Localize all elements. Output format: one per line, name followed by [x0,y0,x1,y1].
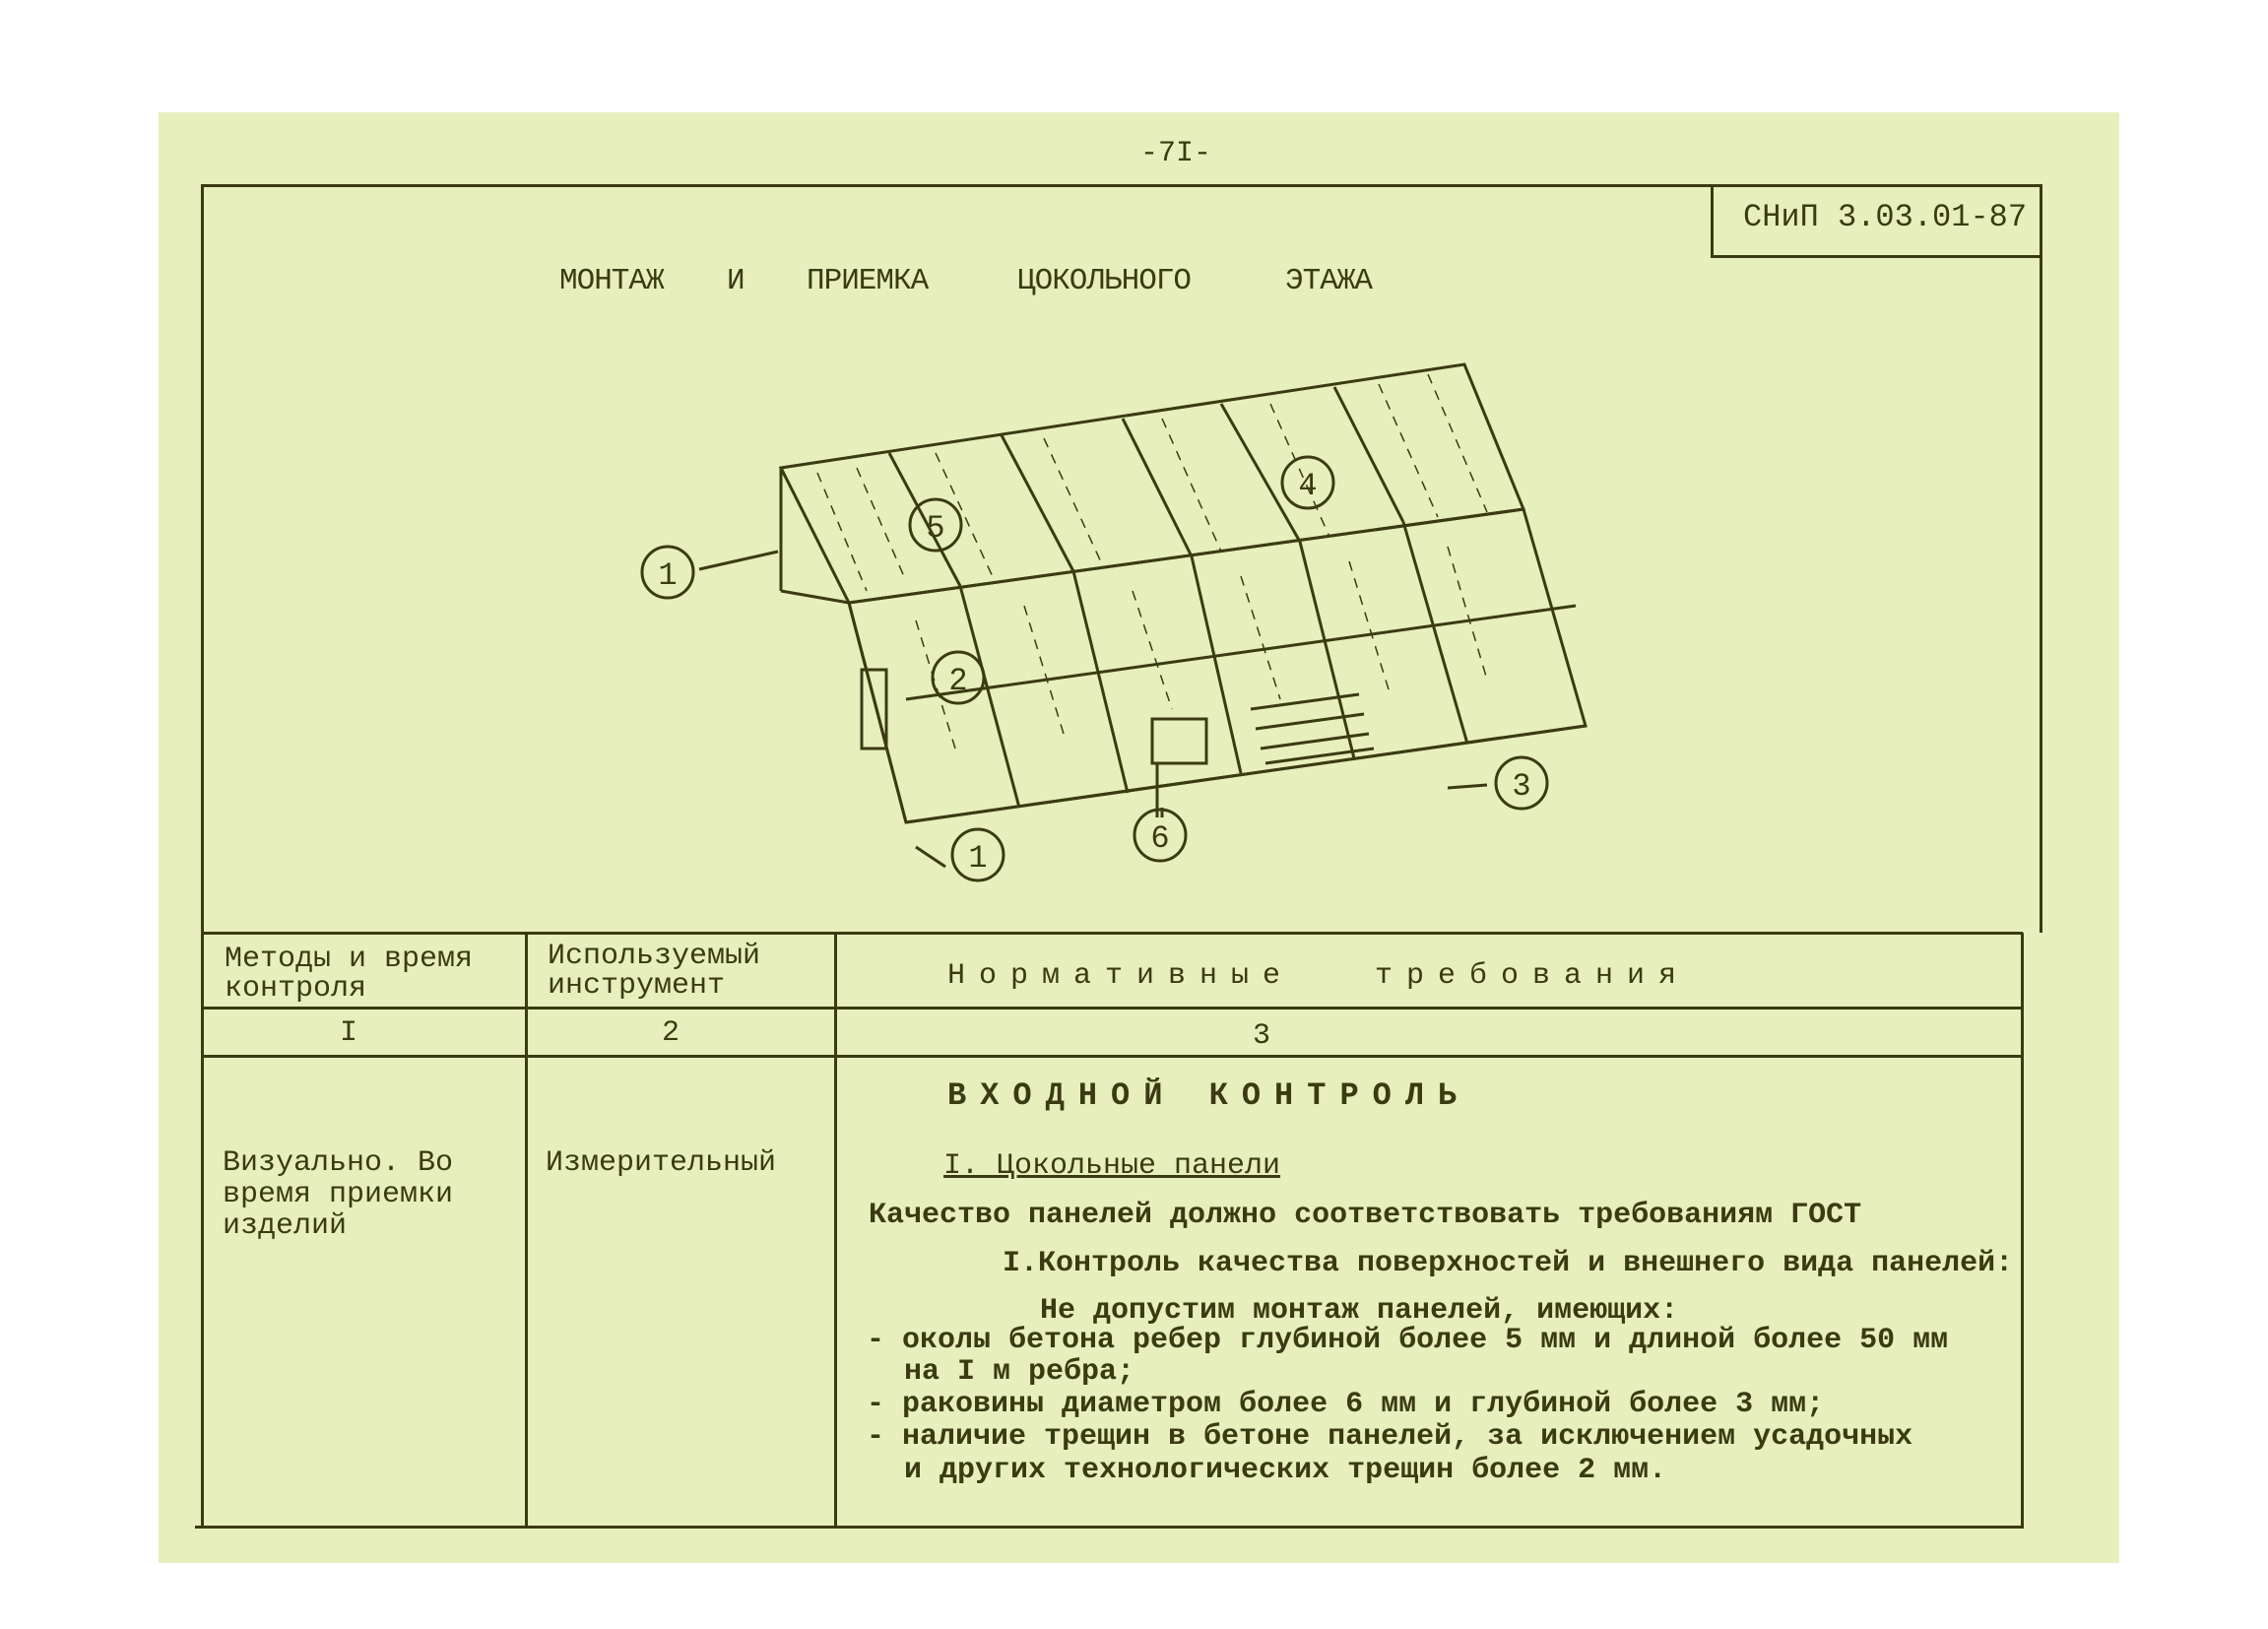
section-title: ВХОДНОЙ КОНТРОЛЬ [947,1077,1471,1114]
table-header-line [201,1007,2023,1010]
title-word-1: МОНТАЖ [559,264,664,298]
callout-5: 5 [926,510,945,547]
callout-1-bottom: 1 [968,840,988,877]
title-word-4: ЦОКОЛЬНОГО [1017,264,1192,298]
header-requirements: Нормативные требования [947,959,1691,993]
subsection-title: I. Цокольные панели [943,1149,1281,1183]
title-word-3: ПРИЕМКА [807,264,929,298]
header-instrument-line1: Используемый [548,940,761,973]
callout-4: 4 [1298,468,1318,504]
col-divider-1 [525,932,528,1527]
callout-6: 6 [1150,820,1170,857]
table-numbers-line [201,1055,2023,1058]
req-line-5: на I м ребра; [904,1355,1135,1389]
doc-code: СНиП 3.03.01-87 [1743,199,2028,235]
header-method-line1: Методы и время [225,943,474,976]
req-line-3: Не допустим монтаж панелей, имеющих: [1040,1294,1679,1328]
header-instrument-line2: инструмент [548,969,726,1003]
column-number-2: 2 [662,1016,680,1050]
method-line-2: время приемки [223,1178,454,1211]
callout-2: 2 [948,663,968,699]
callout-3: 3 [1512,768,1531,805]
frame-bottom [195,1526,2024,1529]
column-number-1: I [340,1016,358,1050]
instrument-value: Измерительный [546,1146,777,1180]
req-line-7: - наличие трещин в бетоне панелей, за исключением усадочных [867,1420,1913,1454]
column-number-3: 3 [1253,1019,1271,1053]
title-word-2: И [727,264,745,298]
method-line-1: Визуально. Во [223,1146,454,1180]
page-number: -7I- [1140,137,1212,170]
door-opening [1152,719,1206,763]
req-line-4: - околы бетона ребер глубиной более 5 мм и длиной более 50 мм [867,1324,1949,1357]
method-line-3: изделий [223,1209,348,1243]
req-line-1: Качество панелей должно соответствовать требованиям ГОСТ [869,1199,1862,1232]
col-divider-2 [834,932,837,1527]
top-plane [781,364,1523,603]
header-method-line2: контроля [225,972,367,1006]
callout-1-left: 1 [658,557,678,594]
req-line-2: I.Контроль качества поверхностей и внешнего вида панелей: [1003,1247,2014,1280]
frame-right-bottom [2021,933,2024,1527]
table-top-line [201,932,2023,935]
req-line-8: и других технологических трещин более 2 мм. [904,1454,1667,1487]
req-line-6: - раковины диаметром более 6 мм и глубиной более 3 мм; [867,1388,1825,1421]
title-word-5: ЭТАЖА [1285,264,1373,298]
